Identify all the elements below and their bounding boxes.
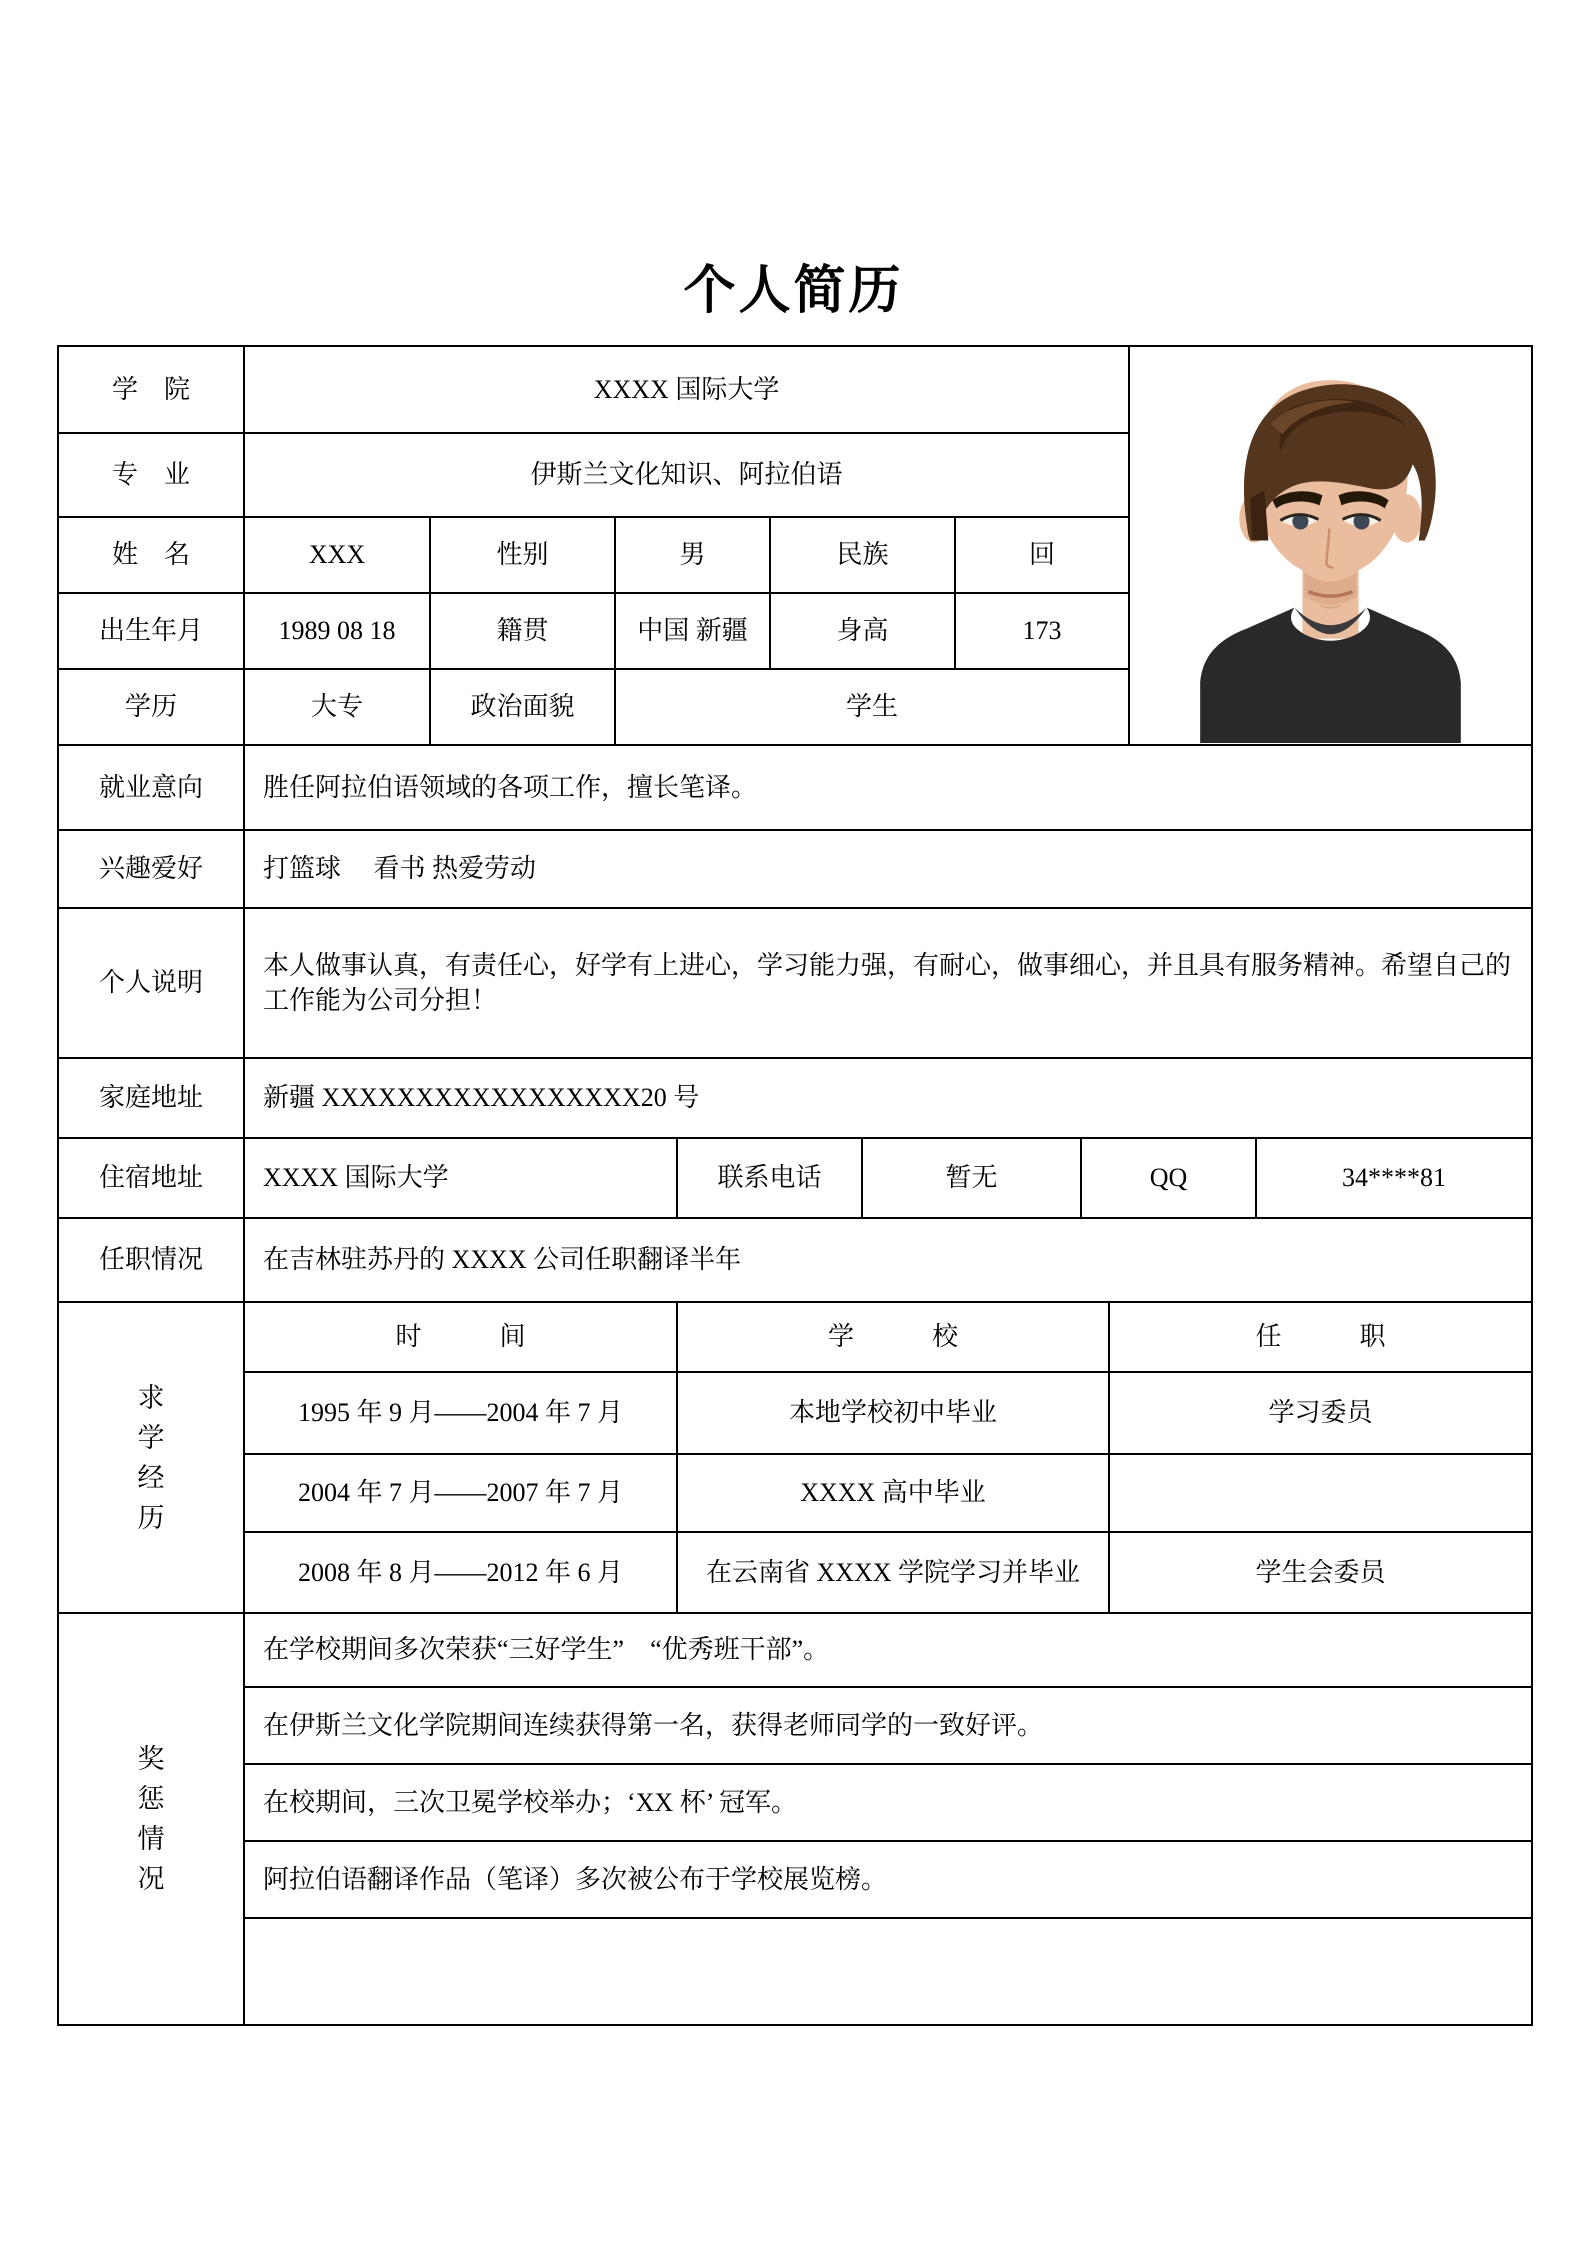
name-label: 姓 名 <box>58 517 244 593</box>
education-history-label-char: 求 <box>137 1382 165 1413</box>
name-value: XXX <box>244 517 430 593</box>
awards-row <box>58 1841 1532 1918</box>
ethnicity-label: 民族 <box>770 517 955 593</box>
education-level-value: 大专 <box>244 669 430 745</box>
education-time: 2008 年 8 月——2012 年 6 月 <box>244 1532 677 1613</box>
row-hobbies <box>58 830 1532 908</box>
education-level-label: 学历 <box>58 669 244 745</box>
qq-value: 34****81 <box>1256 1138 1532 1218</box>
awards-row <box>58 1613 1532 1687</box>
work-experience-value: 在吉林驻苏丹的 XXXX 公司任职翻译半年 <box>244 1218 1532 1302</box>
origin-label: 籍贯 <box>430 593 615 669</box>
row-home-address <box>58 1058 1532 1138</box>
self-description-value: 本人做事认真，有责任心，好学有上进心，学习能力强，有耐心，做事细心，并且具有服务精神。希望自己的工作能为公司分担！ <box>244 908 1532 1058</box>
awards-item: 在学校期间多次荣获“三好学生” “优秀班干部”。 <box>244 1613 1532 1687</box>
residence-label: 住宿地址 <box>58 1138 244 1218</box>
awards-label-char: 况 <box>137 1864 165 1894</box>
employment-intent-value: 胜任阿拉伯语领域的各项工作，擅长笔译。 <box>244 745 1532 830</box>
hobbies-value: 打篮球 看书 热爱劳动 <box>244 830 1532 908</box>
awards-item: 在伊斯兰文化学院期间连续获得第一名，获得老师同学的一致好评。 <box>244 1687 1532 1764</box>
photo-cell <box>1129 346 1532 745</box>
education-history-row <box>58 1454 1532 1532</box>
row-education-history-header <box>58 1302 1532 1372</box>
height-label: 身高 <box>770 593 955 669</box>
education-history-label-char: 经 <box>137 1462 165 1493</box>
awards-label-char: 惩 <box>137 1784 165 1814</box>
education-history-label-char: 历 <box>137 1502 165 1533</box>
political-value: 学生 <box>615 669 1129 745</box>
phone-value: 暂无 <box>862 1138 1081 1218</box>
college-value: XXXX 国际大学 <box>244 346 1129 433</box>
self-description-label: 个人说明 <box>58 908 244 1058</box>
hobbies-label: 兴趣爱好 <box>58 830 244 908</box>
portrait-photo <box>1130 348 1531 744</box>
major-value: 伊斯兰文化知识、阿拉伯语 <box>244 433 1129 517</box>
phone-label: 联系电话 <box>677 1138 862 1218</box>
column-header-school: 学 校 <box>677 1302 1109 1372</box>
awards-row <box>58 1764 1532 1841</box>
education-position: 学习委员 <box>1109 1372 1532 1454</box>
gender-label: 性别 <box>430 517 615 593</box>
education-history-label-char: 学 <box>137 1422 165 1453</box>
awards-label-char: 情 <box>137 1824 165 1854</box>
row-college <box>58 346 1532 433</box>
education-history-row <box>58 1532 1532 1613</box>
major-label: 专 业 <box>58 433 244 517</box>
education-history-label <box>58 1302 244 1613</box>
resume-table <box>57 345 1533 2026</box>
awards-item: 阿拉伯语翻译作品（笔译）多次被公布于学校展览榜。 <box>244 1841 1532 1918</box>
height-value: 173 <box>955 593 1129 669</box>
origin-value: 中国 新疆 <box>615 593 770 669</box>
qq-label: QQ <box>1081 1138 1256 1218</box>
gender-value: 男 <box>615 517 770 593</box>
awards-row <box>58 1687 1532 1764</box>
education-school: XXXX 高中毕业 <box>677 1454 1109 1532</box>
row-work-experience <box>58 1218 1532 1302</box>
home-address-label: 家庭地址 <box>58 1058 244 1138</box>
awards-item <box>244 1918 1532 2025</box>
employment-intent-label: 就业意向 <box>58 745 244 830</box>
awards-item: 在校期间，三次卫冕学校举办；‘XX 杯’ 冠军。 <box>244 1764 1532 1841</box>
education-position <box>1109 1454 1532 1532</box>
row-employment-intent <box>58 745 1532 830</box>
political-label: 政治面貌 <box>430 669 615 745</box>
college-label: 学 院 <box>58 346 244 433</box>
row-residence <box>58 1138 1532 1218</box>
home-address-value: 新疆 XXXXXXXXXXXXXXXXX20 号 <box>244 1058 1532 1138</box>
education-time: 2004 年 7 月——2007 年 7 月 <box>244 1454 677 1532</box>
education-history-row <box>58 1372 1532 1454</box>
education-position: 学生会委员 <box>1109 1532 1532 1613</box>
awards-label <box>58 1613 244 2025</box>
ethnicity-value: 回 <box>955 517 1129 593</box>
education-school: 本地学校初中毕业 <box>677 1372 1109 1454</box>
work-experience-label: 任职情况 <box>58 1218 244 1302</box>
education-school: 在云南省 XXXX 学院学习并毕业 <box>677 1532 1109 1613</box>
birth-label: 出生年月 <box>58 593 244 669</box>
page-title: 个人简历 <box>683 263 904 320</box>
row-self-description <box>58 908 1532 1058</box>
awards-label-char: 奖 <box>137 1744 165 1774</box>
awards-row-empty <box>58 1918 1532 2025</box>
education-time: 1995 年 9 月——2004 年 7 月 <box>244 1372 677 1454</box>
column-header-position: 任 职 <box>1109 1302 1532 1372</box>
residence-value: XXXX 国际大学 <box>244 1138 677 1218</box>
birth-value: 1989 08 18 <box>244 593 430 669</box>
column-header-time: 时 间 <box>244 1302 677 1372</box>
